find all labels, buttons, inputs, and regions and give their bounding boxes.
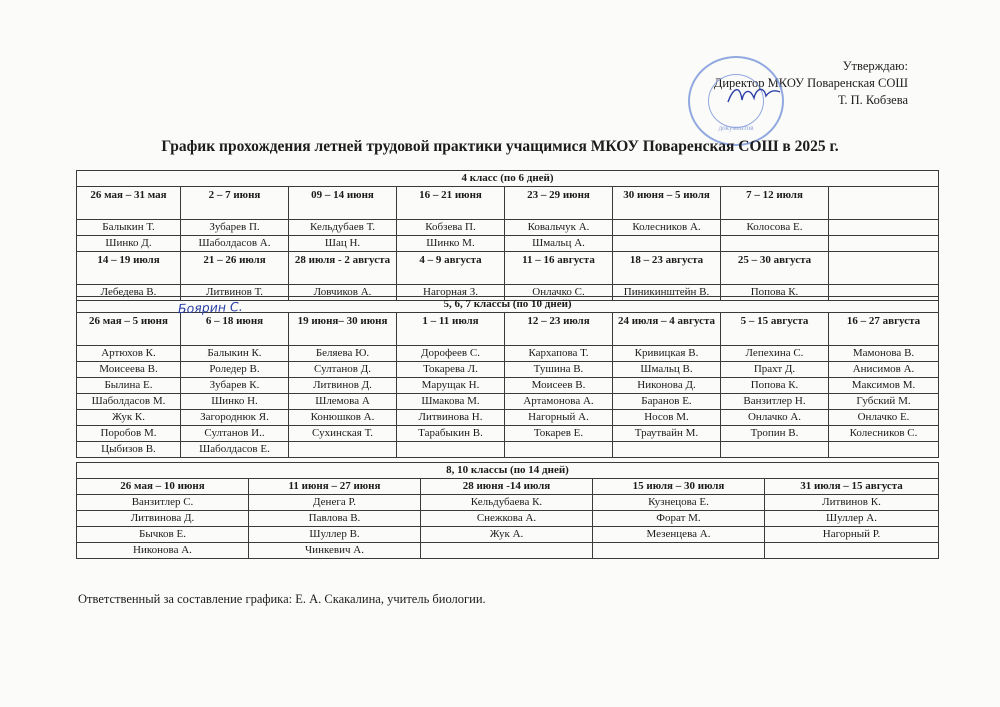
table-row [77,527,939,543]
student-cell: Шаболдасов А. [181,236,289,252]
student-cell: Мамонова В. [829,346,939,362]
table-row [77,236,939,252]
table-row [77,362,939,378]
student-cell: Балыкин К. [181,346,289,362]
student-cell: Жук К. [77,410,181,426]
student-cell: Павлова В. [249,511,421,527]
student-cell: Кузнецова Е. [593,495,765,511]
student-cell: Губский М. [829,394,939,410]
seal-text: документов [718,124,754,132]
period-header: 11 – 16 августа [505,252,613,285]
student-cell: Анисимов А. [829,362,939,378]
student-cell: Литвинова Н. [397,410,505,426]
student-cell: Колосова Е. [721,220,829,236]
student-cell: Загороднюк Я. [181,410,289,426]
table-row [77,220,939,236]
student-cell: Султанов Д. [289,362,397,378]
approval-line-1: Утверждаю: [842,59,908,73]
approval-line-2: Директор МКОУ Поваренская СОШ [713,76,908,90]
student-cell: Шац Н. [289,236,397,252]
student-cell [289,442,397,458]
student-cell: Ловчиков А. [289,285,397,301]
student-cell: Чинкевич А. [249,543,421,559]
student-cell: Шинко Д. [77,236,181,252]
period-header: 6 – 18 июня [181,313,289,346]
student-cell: Сухинская Т. [289,426,397,442]
student-cell: Лепехина С. [721,346,829,362]
student-cell: Шлемова А [289,394,397,410]
student-cell: Онлачко С. [505,285,613,301]
student-cell: Снежкова А. [421,511,593,527]
period-header: 19 июня– 30 июня [289,313,397,346]
student-cell: Токарева Л. [397,362,505,378]
period-header: 7 – 12 июля [721,187,829,220]
document-title: График прохождения летней трудовой практики учащимися МКОУ Поваренская СОШ в 2025 г. [161,138,839,155]
table-row [77,495,939,511]
table-row [77,394,939,410]
director-signature [726,82,782,108]
period-header: 16 – 21 июня [397,187,505,220]
table-row [77,511,939,527]
student-cell: Шуллер В. [249,527,421,543]
student-cell: Попова К. [721,285,829,301]
student-cell: Кельдубаев Т. [289,220,397,236]
student-cell: Никонова Д. [613,378,721,394]
student-cell [421,543,593,559]
student-cell [721,442,829,458]
student-cell: Литвинов Т. [181,285,289,301]
student-cell [829,442,939,458]
student-cell: Бычков Е. [77,527,249,543]
section-heading: 8, 10 классы (по 14 дней) [77,463,939,479]
table-row [77,543,939,559]
student-cell: Кобзева П. [397,220,505,236]
period-header: 24 июля – 4 августа [613,313,721,346]
period-header [829,252,939,285]
student-cell: Роледер В. [181,362,289,378]
period-header: 14 – 19 июля [77,252,181,285]
student-cell: Шинко М. [397,236,505,252]
period-header: 09 – 14 июня [289,187,397,220]
period-header: 21 – 26 июля [181,252,289,285]
period-header: 2 – 7 июня [181,187,289,220]
student-cell: Тарабыкин В. [397,426,505,442]
student-cell: Онлачко Е. [829,410,939,426]
period-header: 12 – 23 июля [505,313,613,346]
student-cell: Ванзитлер С. [77,495,249,511]
student-cell: Тушина В. [505,362,613,378]
student-cell: Носов М. [613,410,721,426]
section-heading: 4 класс (по 6 дней) [77,171,939,187]
student-cell: Шмакова М. [397,394,505,410]
student-cell: Кривицкая В. [613,346,721,362]
period-header: 15 июля – 30 июля [593,479,765,495]
student-cell: Цыбизов В. [77,442,181,458]
period-header: 28 июля - 2 августа [289,252,397,285]
period-header: 4 – 9 августа [397,252,505,285]
student-cell: Дорофеев С. [397,346,505,362]
table-row [77,378,939,394]
student-cell: Беляева Ю. [289,346,397,362]
period-header: 28 июня -14 июля [421,479,593,495]
student-cell: Моисеева В. [77,362,181,378]
student-cell: Мезенцева А. [593,527,765,543]
period-header: 25 – 30 августа [721,252,829,285]
student-cell: Былина Е. [77,378,181,394]
student-cell: Султанов И.. [181,426,289,442]
student-cell [613,442,721,458]
period-header: 30 июня – 5 июля [613,187,721,220]
student-cell: Конюшков А. [289,410,397,426]
student-cell: Денега Р. [249,495,421,511]
student-cell: Ковальчук А. [505,220,613,236]
table-row [77,426,939,442]
student-cell: Нагорный А. [505,410,613,426]
student-cell [397,442,505,458]
table-row [77,410,939,426]
student-cell: Поробов М. [77,426,181,442]
period-header [829,187,939,220]
period-header: 16 – 27 августа [829,313,939,346]
student-cell: Колесников А. [613,220,721,236]
section-heading: 5, 6, 7 классы (по 10 дней) [77,297,939,313]
student-cell: Литвинов К. [765,495,939,511]
period-header: 23 – 29 июня [505,187,613,220]
schedule-table-grade-4 [76,170,939,301]
student-cell [505,442,613,458]
student-cell: Зубарев П. [181,220,289,236]
student-cell [765,543,939,559]
student-cell: Попова К. [721,378,829,394]
period-header: 26 мая – 10 июня [77,479,249,495]
student-cell [721,236,829,252]
period-header: 18 – 23 августа [613,252,721,285]
student-cell: Ванзитлер Н. [721,394,829,410]
student-cell: Зубарев К. [181,378,289,394]
student-cell: Жук А. [421,527,593,543]
student-cell: Литвинов Д. [289,378,397,394]
period-header: 5 – 15 августа [721,313,829,346]
student-cell: Балыкин Т. [77,220,181,236]
student-cell: Марущак Н. [397,378,505,394]
student-cell: Шаболдасов М. [77,394,181,410]
table-row [77,346,939,362]
table-row [77,442,939,458]
student-cell: Шмальц В. [613,362,721,378]
responsible-note: Ответственный за составление графика: Е. А. Скакалина, учитель биологии. [78,592,486,606]
student-cell: Нагорная З. [397,285,505,301]
student-cell: Моисеев В. [505,378,613,394]
schedule-table-grades-5-6-7 [76,296,939,458]
student-cell [829,220,939,236]
student-cell: Шинко Н. [181,394,289,410]
student-cell: Тропин В. [721,426,829,442]
student-cell: Шуллер А. [765,511,939,527]
student-cell: Максимов М. [829,378,939,394]
student-cell: Кархапова Т. [505,346,613,362]
period-header: 1 – 11 июля [397,313,505,346]
student-cell: Токарев Е. [505,426,613,442]
student-cell: Никонова А. [77,543,249,559]
student-cell: Артамонова А. [505,394,613,410]
student-cell [613,236,721,252]
period-header: 26 мая – 5 июня [77,313,181,346]
schedule-table-grades-8-10 [76,462,939,559]
student-cell: Колесников С. [829,426,939,442]
handwritten-note: Боярин С. [177,298,243,317]
student-cell [593,543,765,559]
student-cell: Литвинова Д. [77,511,249,527]
period-header: 31 июля – 15 августа [765,479,939,495]
student-cell [829,236,939,252]
student-cell: Форат М. [593,511,765,527]
student-cell: Шмальц А. [505,236,613,252]
student-cell: Кельдубаева К. [421,495,593,511]
student-cell: Пиникинштейн В. [613,285,721,301]
student-cell: Траутвайн М. [613,426,721,442]
student-cell: Шаболдасов Е. [181,442,289,458]
student-cell: Баранов Е. [613,394,721,410]
student-cell: Онлачко А. [721,410,829,426]
student-cell: Лебедева В. [77,285,181,301]
approval-line-3: Т. П. Кобзева [837,93,908,107]
period-header: 11 июня – 27 июня [249,479,421,495]
student-cell: Прахт Д. [721,362,829,378]
student-cell: Нагорный Р. [765,527,939,543]
student-cell: Артюхов К. [77,346,181,362]
period-header: 26 мая – 31 мая [77,187,181,220]
